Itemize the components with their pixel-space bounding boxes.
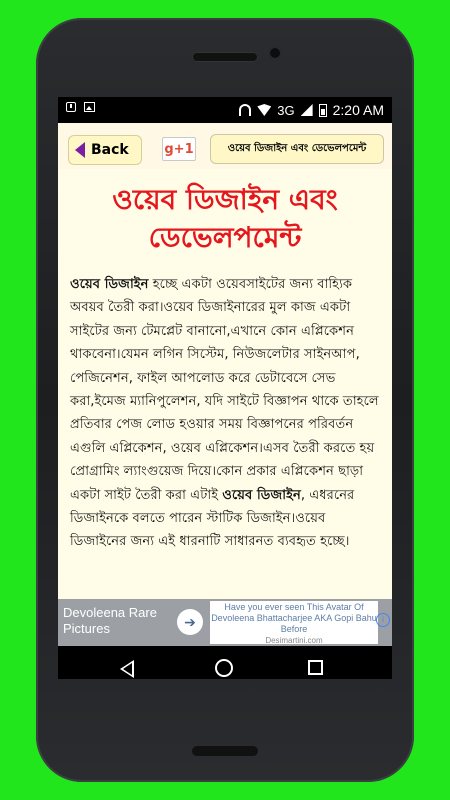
article-title: ওয়েব ডিজাইন এবং ডেভেলপমেন্ট: [112, 183, 338, 254]
battery-icon: [319, 104, 327, 117]
ad-info-icon[interactable]: i: [376, 613, 390, 627]
nav-home-icon[interactable]: [215, 659, 233, 677]
ad-banner[interactable]: [58, 599, 392, 646]
clock: 2:20 AM: [332, 102, 384, 118]
body-text-part: হচ্ছে একটা ওয়েবসাইটের জন্য বাহ্যিক অবয়ব তৈরী করা।ওয়েব ডিজাইনারের মুল কাজ একটা সাইটের জন্য টেমপ্লেট বানানো,এখানে কোন এপ্লিকেশন থাকবেনা।যেমন লগিন সিস্টেম, নিউজলেটার সাইনআপ, পেজিনেশন, ফাইল আপলোড করে ডেটাবেসে সেভ করা,ইমেজ ম্যানিপুলেশন, যদি সাইটে বিজ্ঞাপন থাকে তাহলে প্রতিবার পেজ লোড হওয়ার সময় বিজ্ঞাপনের পরিবর্তন এগুলি এপ্লিকেশন, ওয়েব এপ্লিকেশন।এসব তৈরী করতে হয় প্রোগ্রামিং ল্যাংগুয়েজ দিয়ে।কোন প্রকার এপ্লিকেশন ছাড়া একটা সাইট তৈরী করা এটাই: [70, 277, 379, 503]
nav-recents-icon[interactable]: [308, 660, 323, 675]
ad-title[interactable]: Devoleena Rare Pictures: [63, 605, 157, 636]
network-label: 3G: [277, 102, 295, 118]
bold-term: ওয়েব ডিজাইন: [222, 487, 301, 503]
bottom-speaker: [192, 746, 258, 756]
google-plus-one-button[interactable]: g+1: [162, 137, 196, 161]
topic-title-button[interactable]: ওয়েব ডিজাইন এবং ডেভেলপমেন্ট: [210, 134, 384, 164]
navigation-bar: [58, 646, 392, 679]
back-button[interactable]: [68, 135, 142, 165]
wifi-icon: [257, 104, 271, 116]
back-button-label: Back: [91, 142, 129, 158]
earpiece-speaker: [192, 52, 258, 62]
article-content: [58, 169, 392, 599]
image-icon: [84, 102, 95, 112]
ad-headline: Have you ever seen This Avatar Of Devoleena Bhattacharjee AKA Gopi Bahu Before: [211, 602, 377, 634]
body-text-part: , এধরনের ডিজাইনকে বলতে পারেন স্টাটিক ডিজাইন।ওয়েব ডিজাইনের জন্য এই ধারনাটি সাধারনত ব্যবহৃত হচ্ছে।: [70, 487, 355, 550]
status-bar: [58, 97, 392, 123]
back-arrow-icon: [75, 142, 85, 158]
front-camera: [268, 46, 282, 60]
ad-creative[interactable]: [210, 601, 378, 644]
headset-icon: [239, 104, 251, 116]
signal-icon: [301, 104, 313, 116]
app-screen: [58, 97, 392, 679]
ad-domain: Desimartini.com: [265, 636, 323, 645]
article-body: [70, 273, 380, 554]
nav-back-icon[interactable]: [120, 660, 134, 678]
bold-term: ওয়েব ডিজাইন: [70, 277, 149, 292]
download-icon: [66, 102, 76, 112]
ad-arrow-icon[interactable]: ➔: [177, 609, 203, 635]
